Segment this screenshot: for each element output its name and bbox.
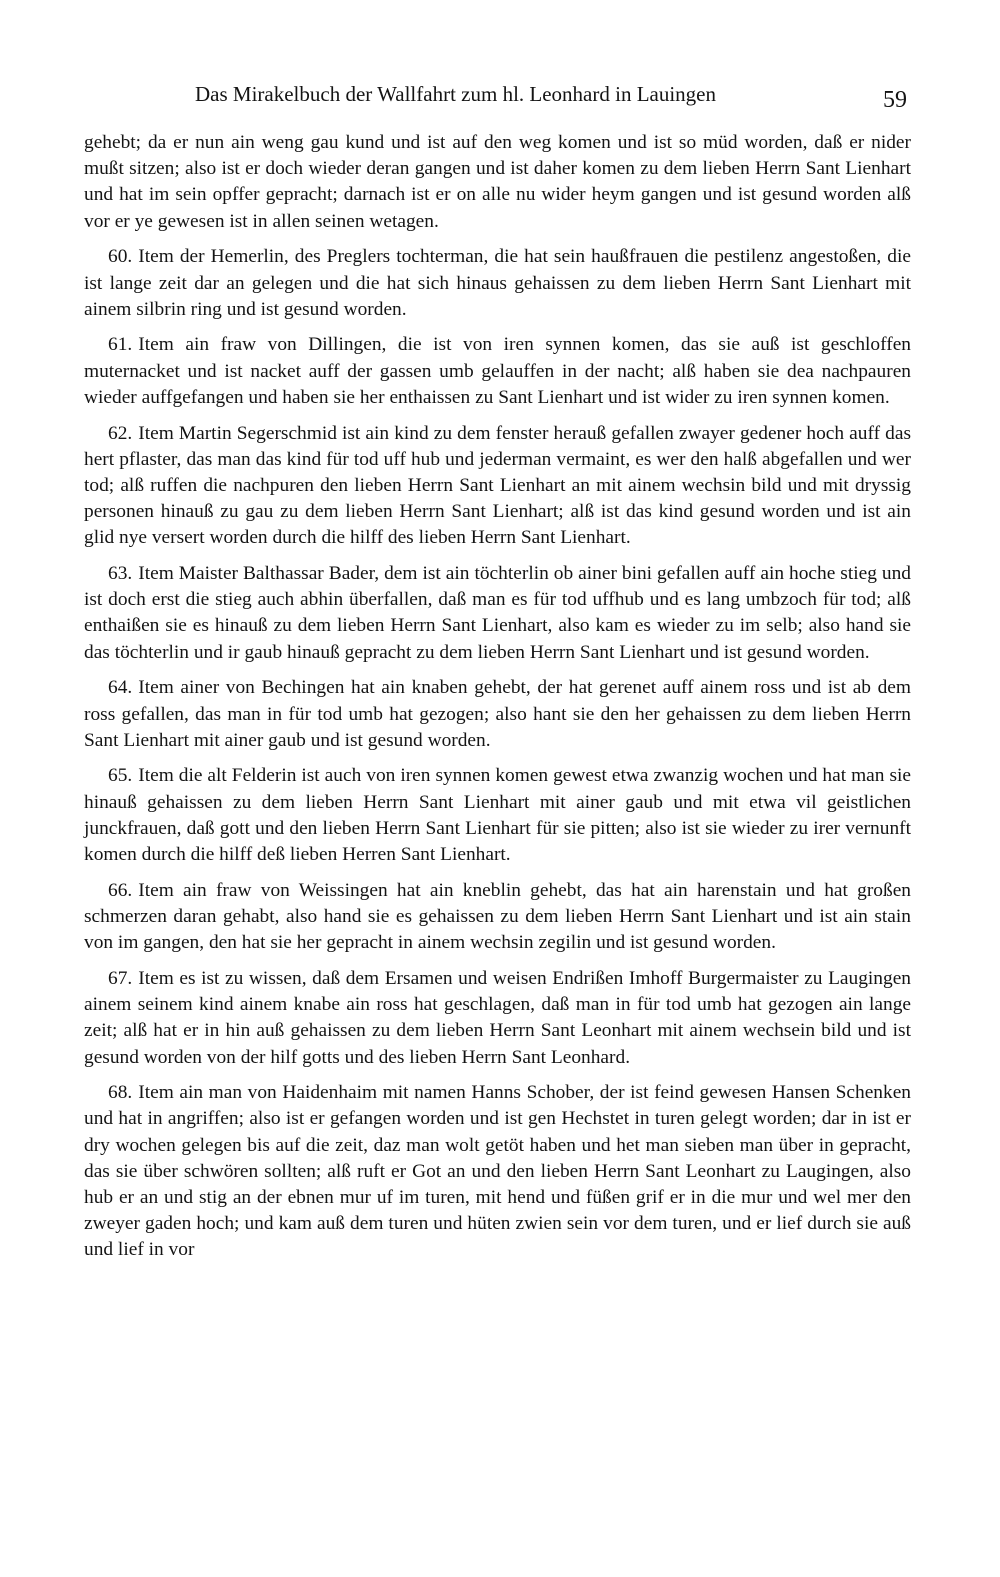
- entry-number: 62.: [108, 422, 133, 444]
- entry-text: Item ain fraw von Weissingen hat ain kneblin gehebt, das hat ain harenstain und hat großen schmerzen daran gehabt, also hand sie es gehaissen zu dem lieben Herrn Sant Lienhart und ist ain stain von im gangen, den hat sie her gepracht in ainem wechsin zegilin und ist gesund worden.: [84, 879, 911, 954]
- entry-text: Item ain man von Haidenhaim mit namen Hanns Schober, der ist feind gewesen Hansen Schenken und hat in angriffen; also ist er gefangen worden und ist gen Hechstet in turen gelegt worden; dar in ist er dry wochen gelegen bis auf die zeit, daz man wolt getöt haben und het man sieben man über in gepracht, das sie über schwören sollten; alß ruft er Got an und den lieben Herrn Sant Leonhart zu Laugingen, also hub er an und stig an der ebnen mur uf im turen, mit hend und füßen grif er in die mur und wel mer den zweyer gaden hoch; und kam auß dem turen und hüten zwien sein vor dem turen, und er lief durch sie auß und lief in vor: [84, 1082, 911, 1261]
- entry-64: [84, 675, 911, 754]
- entry-text: Item Maister Balthassar Bader, dem ist ain töchterlin ob ainer bini gefallen auff ain hoche stieg und ist doch erst die stieg auch abhin überfallen, daß man es für tod uffhub und es lang umbzoch für tod; alß enthaißen sie es hinauß zu dem lieben Herrn Sant Lienhart, also kam es wieder zu im selb; also hand sie das töchterlin und ir gaub hinauß gepracht zu dem lieben Herrn Sant Lienhart und ist gesund worden.: [84, 563, 911, 663]
- entry-number: 65.: [108, 765, 133, 787]
- entry-66: [84, 878, 911, 957]
- entry-text: Item ain fraw von Dillingen, die ist von iren synnen komen, das sie auß ist geschloffen muternacket und ist nacket auff der gassen umb gelauffen in der nacht; alß haben sie dea nachpauren wieder auffgefangen und haben sie her enthaissen zu Sant Lienhart und ist wider zu iren synnen komen.: [84, 334, 911, 408]
- entry-text: Item die alt Felderin ist auch von iren synnen komen gewest etwa zwanzig wochen und hat man sie hinauß gehaissen zu dem lieben Herrn Sant Lienhart mit ainer gaub und mit etwa vil geistlichen junckfrauen, daß gott und den lieben Herrn Sant Lienhart für sie pitten; also ist sie wieder zu irer vernunft komen durch die hilff deß lieben Herren Sant Lienhart.: [84, 765, 911, 866]
- entry-68: [84, 1080, 911, 1263]
- entry-number: 64.: [108, 677, 133, 699]
- page-number: 59: [883, 87, 907, 113]
- entry-text: Item der Hemerlin, des Preglers tochterman, die hat sein haußfrauen die pestilenz angestoßen, die ist lange zeit dar an gelegen und die hat sich hinaus gehaissen zu dem lieben Herrn Sant Lienhart mit ainem silbrin ring und ist gesund worden.: [84, 246, 911, 320]
- entry-number: 61.: [108, 334, 133, 356]
- entry-63: [84, 561, 911, 666]
- entry-text: Item ainer von Bechingen hat ain knaben gehebt, der hat gerenet auff ainem ross und ist ab dem ross gefallen, das man in für tod umb hat gezogen; also hant sie den her gehaissen zu dem lieben Herrn Sant Lienhart mit ainer gaub und ist gesund worden.: [84, 677, 911, 751]
- entry-61: [84, 332, 911, 411]
- entry-62: [84, 421, 911, 552]
- entry-60: [84, 244, 911, 323]
- entry-text: Item Martin Segerschmid ist ain kind zu dem fenster herauß gefallen zwayer gedener hoch auff das hert pflaster, das man das kind für tod uff hub und jederman vermaint, es wer den halß abgefallen und wer tod; alß ruffen die nachpuren den lieben Herrn Sant Lienhart an mit ainem wechsin bild und mit dryssig personen hinauß zu gau zu dem lieben Herrn Sant Lienhart; alß ist das kind gesund worden und ist ain glid nye versert worden durch die hilff des lieben Herrn Sant Lienhart.: [84, 422, 911, 549]
- entry-67: [84, 966, 911, 1071]
- entry-65: [84, 763, 911, 868]
- entry-text: Item es ist zu wissen, daß dem Ersamen und weisen Endrißen Imhoff Burgermaister zu Laugingen ainem seinem kind ainem knabe ain ross hat geschlagen, daß man in für tod umb hat gezogen ain lange zeit; alß hat er in hin auß gehaissen zu dem lieben Herrn Sant Leonhart mit ainem wechsein bild und ist gesund worden von der hilf gotts und des lieben Herrn Sant Leonhard.: [84, 967, 911, 1068]
- running-title: Das Mirakelbuch der Wallfahrt zum hl. Leonhard in Lauingen: [195, 82, 717, 106]
- entry-number: 68.: [108, 1082, 133, 1104]
- entry-number: 60.: [108, 246, 133, 268]
- continuation-paragraph: gehebt; da er nun ain weng gau kund und ist auf den weg komen und ist so müd worden, daß er nider mußt sitzen; also ist er doch wieder deran gangen und ist daher komen zu dem lieben Herrn Sant Lienhart und hat im sein opffer gepracht; darnach ist er on alle nu wider heym gangen und ist gesund worden alß vor er ye gewesen ist in allen seinen wetagen.: [84, 132, 911, 232]
- body-text: [84, 130, 911, 1273]
- entry-number: 66.: [108, 879, 133, 901]
- entry-number: 63.: [108, 563, 133, 585]
- entry-number: 67.: [108, 967, 133, 989]
- running-header: [195, 78, 915, 113]
